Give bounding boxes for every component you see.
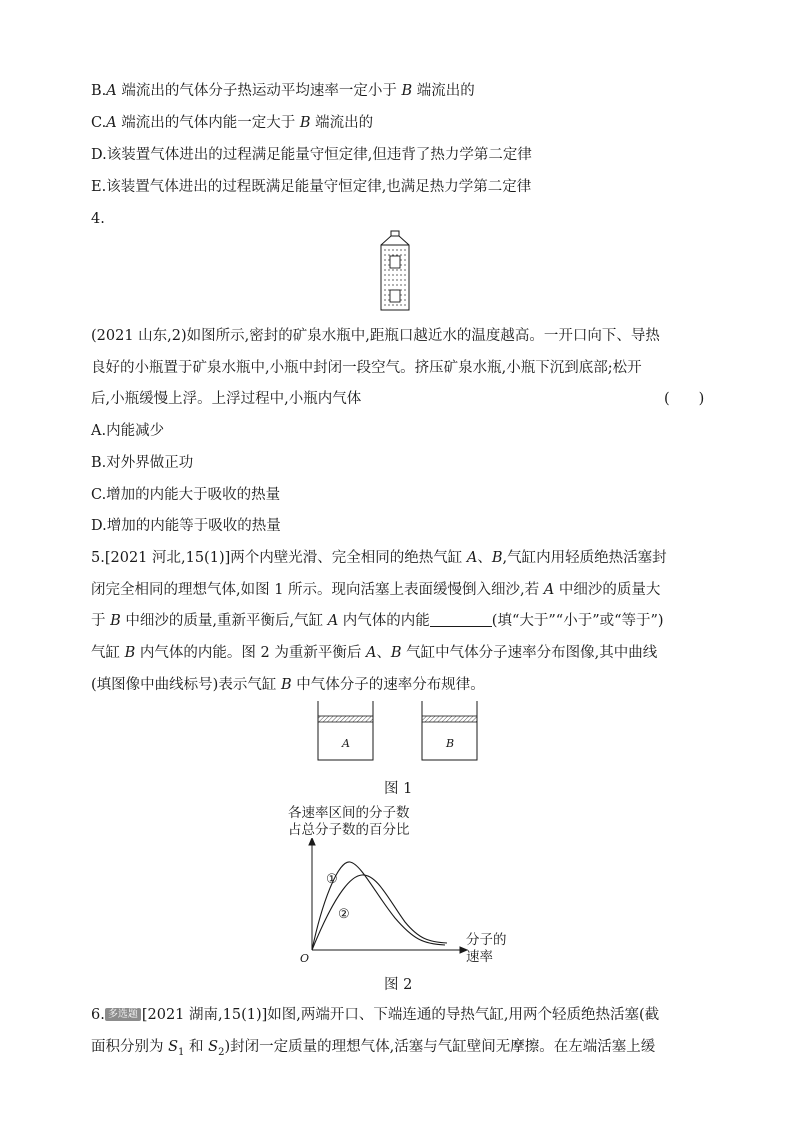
q4-option-b: B.对外界做正功 [91,455,194,471]
q4-option-c: C.增加的内能大于吸收的热量 [91,487,281,503]
figure-2-chart [295,838,495,963]
q5-line-1: 5.[2021 河北,15(1)]两个内壁光滑、完全相同的绝热气缸 A、B,气缸内用轻质绝热活塞封 [91,550,667,566]
q4-stem-line-1: (2021 山东,2)如图所示,密封的矿泉水瓶中,距瓶口越近水的温度越高。一开口向下、导热 [91,328,660,344]
q3-option-b: B.A 端流出的气体分子热运动平均速率一定小于 B 端流出的 [91,83,475,99]
curve-1-label: ① [326,872,338,887]
figure-2-caption: 图 2 [384,977,413,993]
fig2-ylabel-line-1: 各速率区间的分子数 [288,805,410,821]
cylinder-b [422,701,477,760]
cylinder-b-label: B [446,737,455,750]
q4-stem-line-2: 良好的小瓶置于矿泉水瓶中,小瓶中封闭一段空气。挤压矿泉水瓶,小瓶下沉到底部;松开 [91,360,642,376]
y-axis-arrow [309,838,315,845]
curve-2-label: ② [338,907,350,922]
origin-label: O [300,952,310,963]
cylinder-a [318,701,373,760]
fig2-xlabel-line-1: 分子的 [466,932,507,948]
q3-option-d: D.该装置气体进出的过程满足能量守恒定律,但违背了热力学第二定律 [91,147,532,163]
q4-stem-line-3: 后,小瓶缓慢上浮。上浮过程中,小瓶内气体 [91,391,362,407]
q3-option-c: C.A 端流出的气体内能一定大于 B 端流出的 [91,115,374,131]
q4-answer-paren[interactable]: ( ) [664,391,705,407]
q5-line-4: 气缸 B 内气体的内能。图 2 为重新平衡后 A、B 气缸中气体分子速率分布图像,其中曲线 [91,645,658,661]
bottle-figure [378,230,412,312]
piston-a [318,716,373,722]
fig2-ylabel-line-2: 占总分子数的百分比 [288,822,410,838]
q4-option-d: D.增加的内能等于吸收的热量 [91,518,281,534]
cylinder-a-label: A [342,737,350,750]
q4-number: 4. [91,211,105,227]
q3-option-e: E.该装置气体进出的过程既满足能量守恒定律,也满足热力学第二定律 [91,179,532,195]
q6-line-2: 面积分别为 $S_1$ 和 $S_2$)封闭一定质量的理想气体,活塞与气缸壁间无摩擦。在左端活塞上缓 [91,1039,656,1058]
q5-line-5: (填图像中曲线标号)表示气缸 B 中气体分子的速率分布规律。 [91,677,485,693]
figure-1-caption: 图 1 [384,781,413,797]
q5-line-3: 于 B 中细沙的质量,重新平衡后,气缸 A 内气体的内能 (填“大于”“小于”或“等于”) [91,613,664,629]
fig2-xlabel-line-2: 速率 [466,949,493,965]
figure-1-cylinders [315,700,485,762]
piston-b [422,716,477,722]
q5-blank-1[interactable] [430,612,492,627]
q6-line-1: 6. 多选题 [2021 湖南,15(1)]如图,两端开口、下端连通的导热气缸,用两个轻质绝热活塞(截 [91,1007,660,1023]
multi-choice-tag: 多选题 [105,1008,141,1021]
q4-option-a: A.内能减少 [91,423,165,439]
q5-line-2: 闭完全相同的理想气体,如图 1 所示。现向活塞上表面缓慢倒入细沙,若 A 中细沙的质量大 [91,582,661,598]
